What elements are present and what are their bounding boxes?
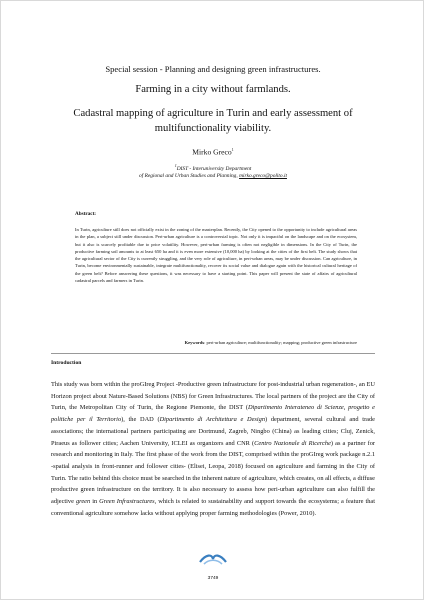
page-number: 3749 <box>207 576 219 581</box>
paper-title-sub: Cadastral mapping of agriculture in Turin and early assessment of multifunctionality viability. <box>73 108 353 134</box>
affiliation-line2: of Regional and Urban Studies and Planning, mirko.greco@polito.it <box>139 173 287 180</box>
keywords-text: : peri-urban agriculture; multifunctionality; mapping; productive green infrastructure <box>204 340 357 345</box>
author-line <box>1 147 424 157</box>
introduction-heading: Introduction <box>51 360 82 366</box>
paper-title-main: Farming in a city without farmlands. <box>135 84 291 95</box>
session-heading: Special session - Planning and designing green infrastructures. <box>105 64 321 74</box>
affiliation <box>1 162 424 181</box>
abstract-text: In Turin, agriculture still does not officially exist in the zoning of the masterplan. Recently, the City opened to the opportunity to include agricultural areas in the plan, a subject still under discussion. Peri-urban agriculture is a controversial topic. Not only it is impactful on the landscape and on the ecosystem, but it also is scarcely profitable due to price volatility. However, peri-urban farming is often not negligible in dimensions. In the City of Turin, the productive farming soil amounts to at least 650 ha and it is even more extensive (10,000 ha) by looking at the cities of the first belt. The study shows that the agricultural sector of the City is currently struggling, and the very role of agriculture, in peri-urban areas, may be under discussion. Can agriculture, in Turin, become environmentally sustainable, integrate multifunctionality, recover its social value and dialogue again with the historical cultural heritage of the green belt? Before answering these questions, it was necessary to have a starting point. This paper will present the state of affairs of agricultural cadastral parcels and farmers in Turin. <box>75 227 357 283</box>
keywords-label: Keywords <box>184 340 205 345</box>
affil-sup: 1 <box>174 163 177 168</box>
affiliation-line1: $^1$DIST - Interuniversity Department <box>174 163 252 172</box>
abstract-label: Abstract: <box>75 211 97 217</box>
introduction-paragraph: This study was born within the proGIreg Project -Productive green infrastructure for post-industrial urban regeneration-, an EU Horizon project about Nature-Based Solutions (NBS) for Green Infrastructures. The local partners of the project are the City of Turin, the Metropolitan City of Turin, the Regione Piemonte, the DIST (Dipartimento Interateneo di Scienze, progetto e politiche per il Territorio), the DAD (Dipartimento di Architettura e Design) department, several cultural and trade associations; the international partners participating are Dortmund, Zagreb, Ningbo (China) as leading cities; Cluj, Zenick, Piraeus as follower cities; Aachen University, ICLEI as organizers and CNR (Centro Nazionale di Ricerche) as a partner for research and monitoring in Italy. The first phase of the work from the DIST, comprised within the proGIreg work package n.2.1 -spatial analysis in front-runner and follower cities- (Elisei, Leopa, 2018) focused on agriculture and farming in the City of Turin. The ratio behind this choice must be searched in the inherent nature of agriculture, which creates, on all effects, a diffuse productive green infrastructure on the territory. It is also necessary to assess how peri-urban agriculture can also fulfill the adjective green in Green Infrastructures, which is related to sustainability and support towards the ecosystems; a feature that conventional agriculture somehow lacks without applying proper farming methodologies (Power, 2010). <box>51 381 376 517</box>
introduction-body <box>51 379 375 519</box>
keywords-line <box>75 340 357 345</box>
author-name: Mirko Greco <box>192 147 232 157</box>
author-email-link[interactable]: mirko.greco@polito.it <box>239 173 287 180</box>
author-sup: 1 <box>231 147 234 152</box>
section-divider <box>51 353 375 354</box>
conference-logo-icon <box>198 552 228 566</box>
